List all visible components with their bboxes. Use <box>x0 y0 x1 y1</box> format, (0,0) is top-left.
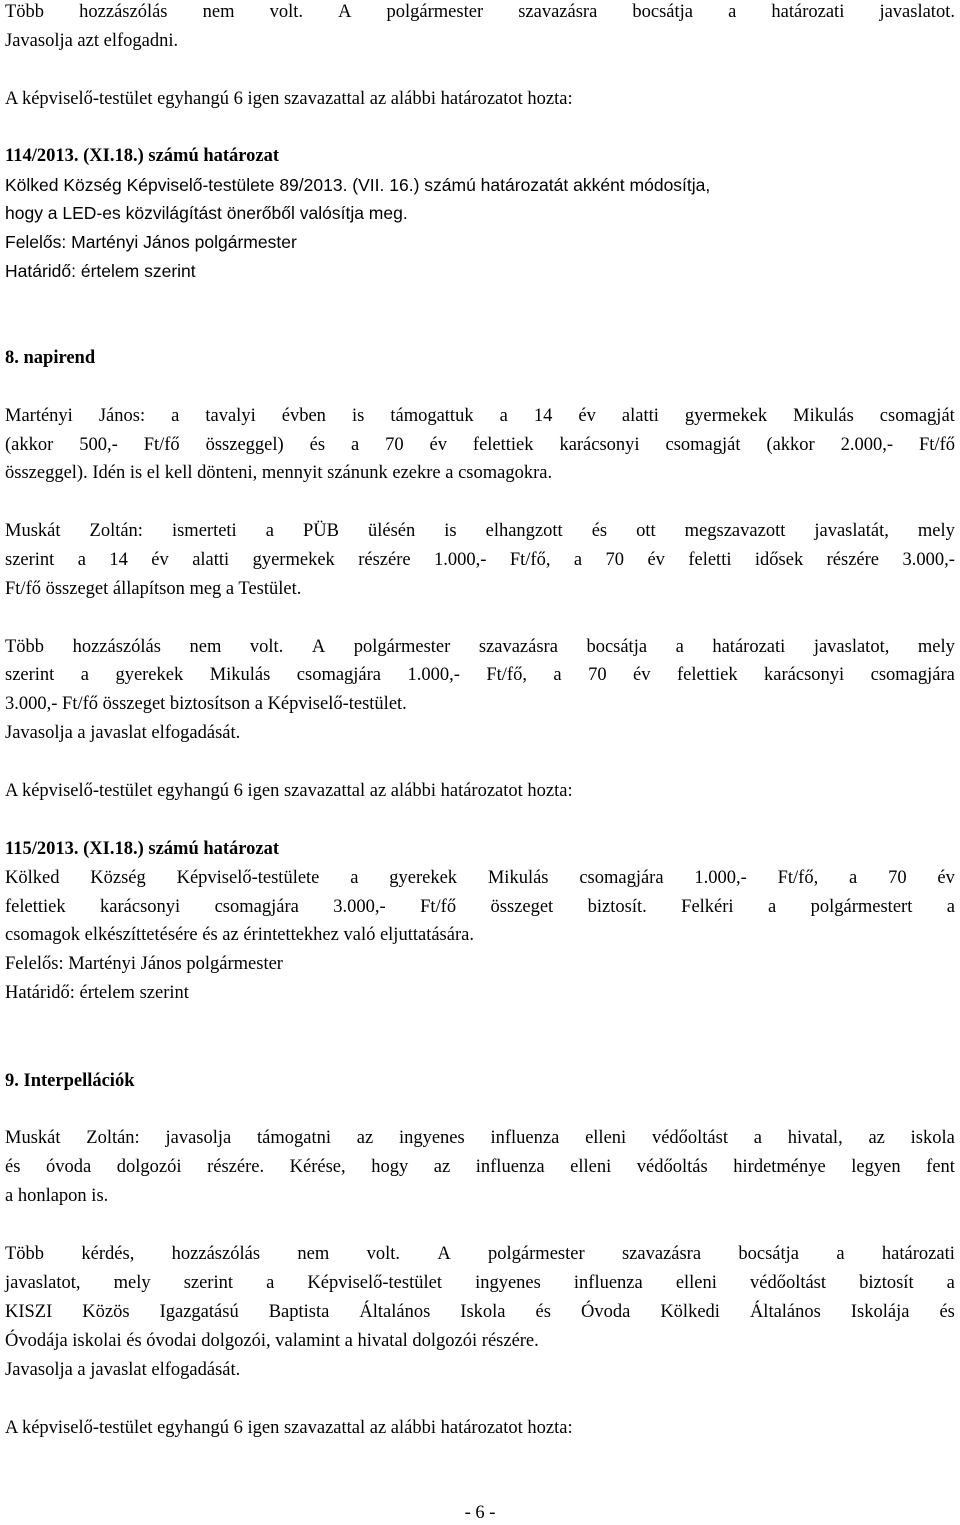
paragraph-line: összeggel). Idén is el kell dönteni, mennyit szánunk ezekre a csomagokra. <box>5 463 553 483</box>
paragraph-line: szerint a gyerekek Mikulás csomagjára 1.000,- Ft/fő, a 70 év felettiek karácsonyi csomagjára <box>5 665 955 685</box>
paragraph-line: Muskát Zoltán: ismerteti a PÜB ülésén is elhangzott és ott megszavazott javaslatát, mely <box>5 521 955 541</box>
paragraph-line: Javasolja azt elfogadni. <box>5 31 179 51</box>
resolution-title: 115/2013. (XI.18.) számú határozat <box>5 839 280 859</box>
paragraph-line: KISZI Közös Igazgatású Baptista Általános Iskola és Óvoda Kölkedi Általános Iskolája és <box>5 1302 955 1322</box>
paragraph-line: Martényi János: a tavalyi évben is támogattuk a 14 év alatti gyermekek Mikulás csomagját <box>5 406 955 426</box>
paragraph-line: 3.000,- Ft/fő összeget biztosítson a Képviselő-testület. <box>5 694 407 714</box>
paragraph-line: felettiek karácsonyi csomagjára 3.000,- Ft/fő összeget biztosít. Felkéri a polgármestert a <box>5 897 955 917</box>
page-number: - 6 - <box>464 1503 496 1523</box>
paragraph-line: Kölked Község Képviselő-testülete a gyerekek Mikulás csomagjára 1.000,- Ft/fő, a 70 év <box>5 868 955 888</box>
paragraph-line: Javasolja a javaslat elfogadását. <box>5 1360 241 1380</box>
responsible-line: Felelős: Martényi János polgármester <box>5 232 297 252</box>
paragraph-line: csomagok elkészíttetésére és az érintettekhez való eljuttatására. <box>5 925 474 945</box>
deadline-line: Határidő: értelem szerint <box>5 261 196 281</box>
paragraph-line: A képviselő-testület egyhangú 6 igen szavazattal az alábbi határozatot hozta: <box>5 1418 573 1438</box>
paragraph-line: (akkor 500,- Ft/fő összeggel) és a 70 év felettiek karácsonyi csomagját (akkor 2.000,- Ft/fő <box>5 435 955 455</box>
responsible-line: Felelős: Martényi János polgármester <box>5 954 283 974</box>
paragraph-line: Javasolja a javaslat elfogadását. <box>5 723 241 743</box>
paragraph-line: Több hozzászólás nem volt. A polgármester szavazásra bocsátja a határozati javaslatot, mely <box>5 637 955 657</box>
paragraph-line: szerint a 14 év alatti gyermekek részére 1.000,- Ft/fő, a 70 év feletti idősek részére 3.000,- <box>5 550 955 570</box>
paragraph-line: A képviselő-testület egyhangú 6 igen szavazattal az alábbi határozatot hozta: <box>5 89 573 109</box>
paragraph-line: Több kérdés, hozzászólás nem volt. A polgármester szavazásra bocsátja a határozati <box>5 1244 955 1264</box>
paragraph-line: és óvoda dolgozói részére. Kérése, hogy az influenza elleni védőoltás hirdetménye legyen fent <box>5 1157 955 1177</box>
paragraph-line: Muskát Zoltán: javasolja támogatni az ingyenes influenza elleni védőoltást a hivatal, az iskola <box>5 1128 955 1148</box>
paragraph-line: Óvodája iskolai és óvodai dolgozói, valamint a hivatal dolgozói részére. <box>5 1331 539 1351</box>
agenda-heading: 8. napirend <box>5 348 96 368</box>
resolution-title: 114/2013. (XI.18.) számú határozat <box>5 146 280 166</box>
paragraph-line: Több hozzászólás nem volt. A polgármester szavazásra bocsátja a határozati javaslatot. <box>5 2 955 22</box>
agenda-heading: 9. Interpellációk <box>5 1071 135 1091</box>
paragraph-line: Ft/fő összeget állapítson meg a Testület. <box>5 579 302 599</box>
paragraph-line: javaslatot, mely szerint a Képviselő-testület ingyenes influenza elleni védőoltást biztosít a <box>5 1273 955 1293</box>
deadline-line: Határidő: értelem szerint <box>5 983 189 1003</box>
paragraph-line: a honlapon is. <box>5 1186 109 1206</box>
paragraph-line: Kölked Község Képviselő-testülete 89/2013. (VII. 16.) számú határozatát akként módosítja, <box>5 175 711 195</box>
paragraph-line: A képviselő-testület egyhangú 6 igen szavazattal az alábbi határozatot hozta: <box>5 781 573 801</box>
paragraph-line: hogy a LED-es közvilágítást önerőből valósítja meg. <box>5 203 408 223</box>
